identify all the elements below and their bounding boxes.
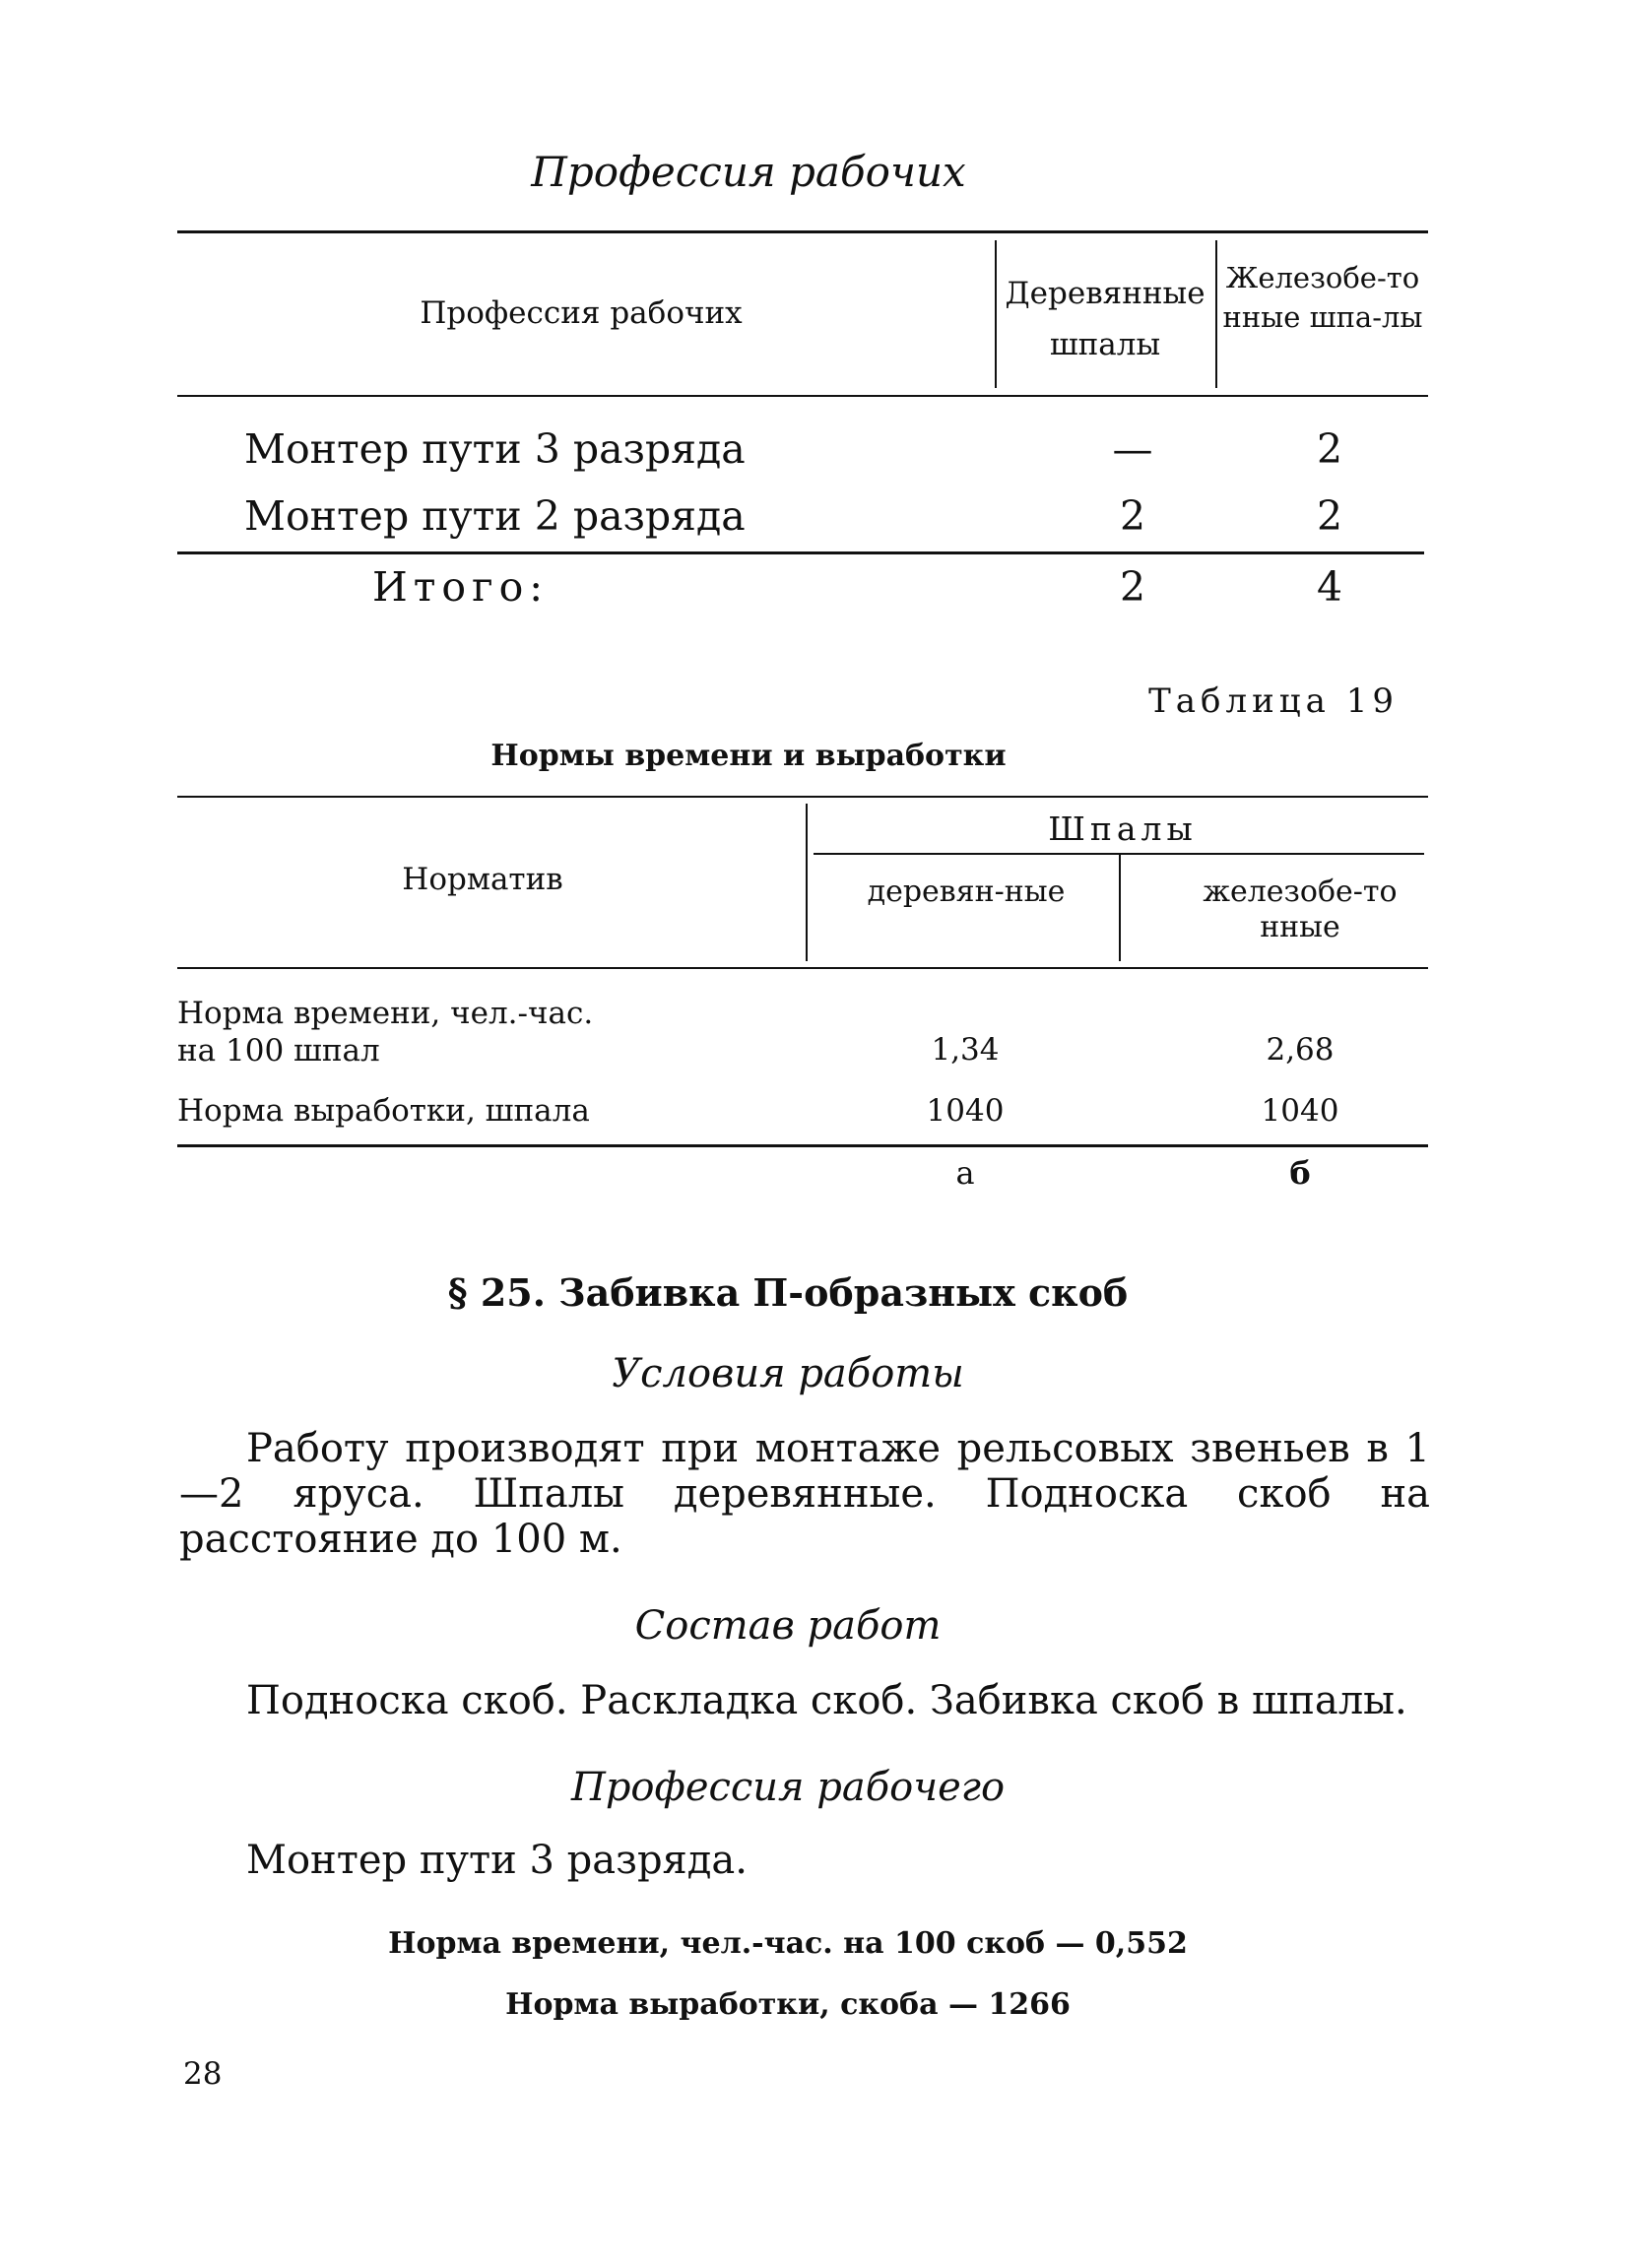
time-norm: Норма времени, чел.-час. на 100 скоб — 0,552 — [388, 1926, 1188, 1961]
table19-vline-main — [806, 804, 808, 961]
table19-index-a: а — [955, 1154, 975, 1192]
table19-number: Таблица 19 — [1148, 681, 1399, 721]
table19-vline-sub — [1119, 855, 1121, 961]
table19-header-rule — [177, 967, 1428, 969]
output-norm: Норма выработки, скоба — 1266 — [505, 1987, 1071, 2022]
page-number: 28 — [183, 2056, 223, 2092]
table19-row2-wood: 1040 — [926, 1093, 1005, 1129]
worker-heading: Профессия рабочего — [570, 1765, 1006, 1810]
table19-row2-name: Норма выработки, шпала — [177, 1093, 590, 1129]
table1-total-label: Итого: — [372, 563, 550, 611]
table19-col-wood: деревян-ные — [867, 875, 1066, 909]
section-25-title: § 25. Забивка П-образных скоб — [447, 1270, 1129, 1315]
table1-row1-name: Монтер пути 3 разряда — [244, 425, 746, 473]
table1-row1-concrete: 2 — [1316, 425, 1343, 473]
table19-title: Нормы времени и выработки — [490, 739, 1007, 773]
scope-text: Подноска скоб. Раскладка скоб. Забивка скоб в шпалы. — [246, 1678, 1407, 1723]
table19-col-concrete: железобе-тонные — [1203, 875, 1398, 944]
scope-heading: Состав работ — [634, 1603, 942, 1649]
table19-bottom-rule — [177, 1144, 1428, 1147]
table1-vline-2 — [1215, 240, 1217, 388]
conditions-text: Работу производят при монтаже рельсовых звеньев в 1—2 яруса. Шпалы деревянные. Подноска скоб на расстояние до 100 м. — [179, 1426, 1430, 1562]
table1-col-profession: Профессия рабочих — [420, 295, 743, 331]
table19-row1-name: Норма времени, чел.-час. на 100 шпал — [177, 996, 594, 1069]
worker-text: Монтер пути 3 разряда. — [246, 1838, 748, 1883]
table19-index-b: б — [1289, 1154, 1311, 1192]
table19-row1-concrete: 2,68 — [1266, 1032, 1335, 1068]
table1-header-rule — [177, 395, 1428, 397]
table19-top-rule — [177, 796, 1428, 798]
table1-heading: Профессия рабочих — [531, 148, 966, 196]
table1-col-concrete: Железобе-тонные шпа-лы — [1222, 261, 1423, 334]
table1-row1-wood: — — [1112, 425, 1153, 473]
table19-col-norm: Норматив — [402, 862, 563, 897]
table1-vline-1 — [995, 240, 997, 388]
table1-col-wood: Деревянные шпалы — [1005, 276, 1205, 362]
table1-row2-name: Монтер пути 2 разряда — [244, 492, 746, 540]
table19-row2-concrete: 1040 — [1261, 1093, 1339, 1129]
table1-total-wood: 2 — [1119, 563, 1146, 611]
table1-total-rule — [177, 551, 1424, 554]
table1-row2-concrete: 2 — [1316, 492, 1343, 540]
table19-row1-wood: 1,34 — [931, 1032, 1000, 1068]
table1-total-concrete: 4 — [1316, 563, 1343, 611]
table1-top-rule — [177, 230, 1428, 233]
table19-col-sleepers: Шпалы — [1048, 810, 1198, 848]
table1-row2-wood: 2 — [1119, 492, 1146, 540]
conditions-heading: Условия работы — [612, 1351, 964, 1396]
